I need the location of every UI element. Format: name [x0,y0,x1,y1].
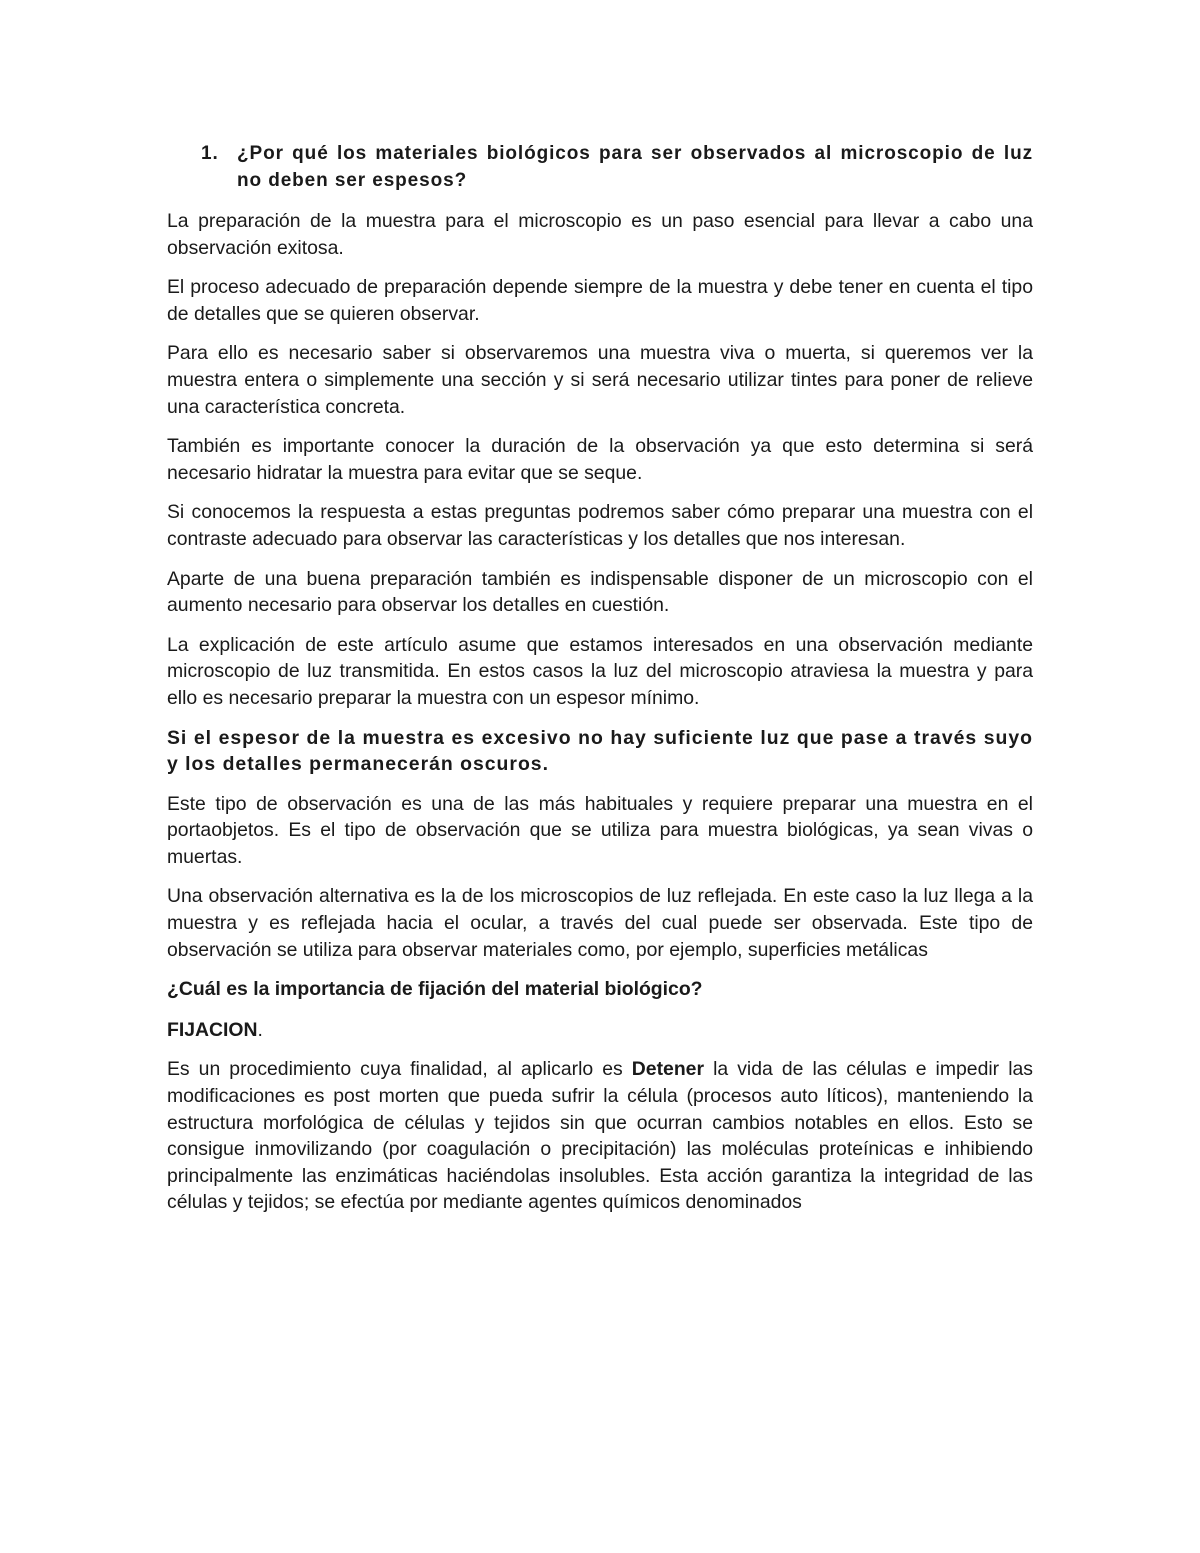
fijacion-text-before: Es un procedimiento cuya finalidad, al aplicarlo es [167,1058,632,1081]
paragraph: Este tipo de observación es una de las más habituales y requiere preparar una muestra en el portaobjetos. Es el tipo de observación que se utiliza para muestra biológicas, ya sean vivas o muertas. [167,792,1033,868]
paragraph: El proceso adecuado de preparación depende siempre de la muestra y debe tener en cuenta el tipo de detalles que se quieren observar. [167,276,1033,325]
bold-statement: Si el espesor de la muestra es excesivo no hay suficiente luz que pase a través suyo y los detalles permanecerán oscuros. [167,726,1033,776]
paragraph: La explicación de este artículo asume que estamos interesados en una observación mediante microscopio de luz transmitida. En estos casos la luz del microscopio atraviesa la muestra y para ello es necesario preparar la muestra con un espesor mínimo. [167,633,1033,709]
paragraph: Aparte de una buena preparación también es indispensable disponer de un microscopio con el aumento necesario para observar los detalles en cuestión. [167,567,1033,617]
document-page [167,140,1033,1229]
paragraph: Para ello es necesario saber si observaremos una muestra viva o muerta, si queremos ver la muestra entera o simplemente una sección y si será necesario utilizar tintes para poner de relieve una característica concreta. [167,342,1033,418]
question-1 [167,140,1033,194]
question-1-number: 1. [201,143,219,164]
fijacion-paragraph [167,1056,1033,1216]
paragraph: Una observación alternativa es la de los microscopios de luz reflejada. En este caso la luz llega a la muestra y es reflejada hacia el ocular, a través del cual puede ser observada. Este tipo de observación se utiliza para observar materiales como, por ejemplo, superficies metálicas [167,885,1033,961]
fijacion-text-after: la vida de las células e impedir las modificaciones es post morten que pueda sufrir la célula (procesos auto líticos), manteniendo la estructura morfológica de células y tejidos sin que ocurran cambios notables en ellos. Esto se consigue inmovilizando (por coagulación o precipitación) las moléculas proteínicas e inhibiendo principalmente las enzimáticas haciéndolas insolubles. Esta acción garantiza la integridad de las células y tejidos; se efectúa por mediante agentes químicos denominados [167,1058,1033,1214]
paragraph: También es importante conocer la duración de la observación ya que esto determina si será necesario hidratar la muestra para evitar que se seque. [167,435,1033,484]
question-1-text: ¿Por qué los materiales biológicos para ser observados al microscopio de luz no deben ser espesos? [237,143,1033,191]
fijacion-bold-word: Detener [631,1058,705,1081]
fijacion-heading-line [167,1017,1033,1044]
paragraph: Si conocemos la respuesta a estas preguntas podremos saber cómo preparar una muestra con el contraste adecuado para observar las características y los detalles que nos interesan. [167,501,1033,550]
question-2: ¿Cuál es la importancia de fijación del material biológico? [167,978,703,1001]
fijacion-heading-period: . [257,1018,263,1041]
paragraph: La preparación de la muestra para el microscopio es un paso esencial para llevar a cabo una observación exitosa. [167,210,1033,259]
fijacion-heading: FIJACION [167,1018,258,1041]
